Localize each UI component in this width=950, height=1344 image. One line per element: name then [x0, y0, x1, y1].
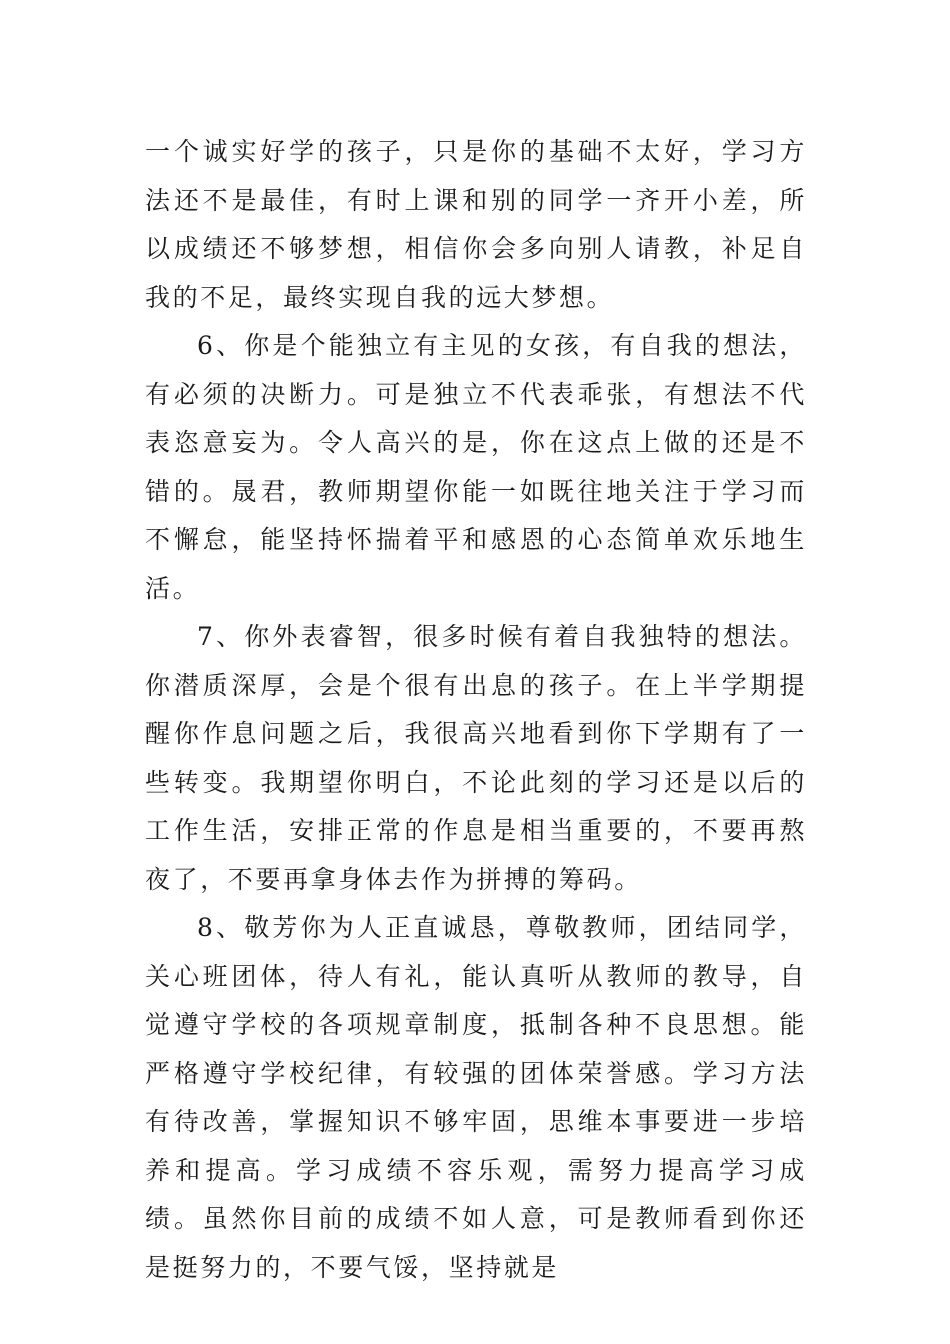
document-body: [145, 128, 807, 1292]
paragraph-continued: 一个诚实好学的孩子，只是你的基础不太好，学习方法还不是最佳，有时上课和别的同学一齐开小差，所以成绩还不够梦想，相信你会多向别人请教，补足自我的不足，最终实现自我的远大梦想。: [145, 137, 807, 312]
paragraph-7: 7、你外表睿智，很多时候有着自我独特的想法。你潜质深厚，会是个很有出息的孩子。在上半学期提醒你作息问题之后，我很高兴地看到你下学期有了一些转变。我期望你明白，不论此刻的学习还是以后的工作生活，安排正常的作息是相当重要的，不要再熬夜了，不要再拿身体去作为拼搏的筹码。: [145, 622, 807, 894]
paragraph-6: 6、你是个能独立有主见的女孩，有自我的想法，有必须的决断力。可是独立不代表乖张，有想法不代表恣意妄为。令人高兴的是，你在这点上做的还是不错的。晟君，教师期望你能一如既往地关注于学习而不懈怠，能坚持怀揣着平和感恩的心态简单欢乐地生活。: [145, 331, 807, 603]
paragraph-8: 8、敬芳你为人正直诚恳，尊敬教师，团结同学，关心班团体，待人有礼，能认真听从教师的教导，自觉遵守学校的各项规章制度，抵制各种不良思想。能严格遵守学校纪律，有较强的团体荣誉感。学习方法有待改善，掌握知识不够牢固，思维本事要进一步培养和提高。学习成绩不容乐观，需努力提高学习成绩。虽然你目前的成绩不如人意，可是教师看到你还是挺努力的，不要气馁，坚持就是: [145, 913, 807, 1282]
